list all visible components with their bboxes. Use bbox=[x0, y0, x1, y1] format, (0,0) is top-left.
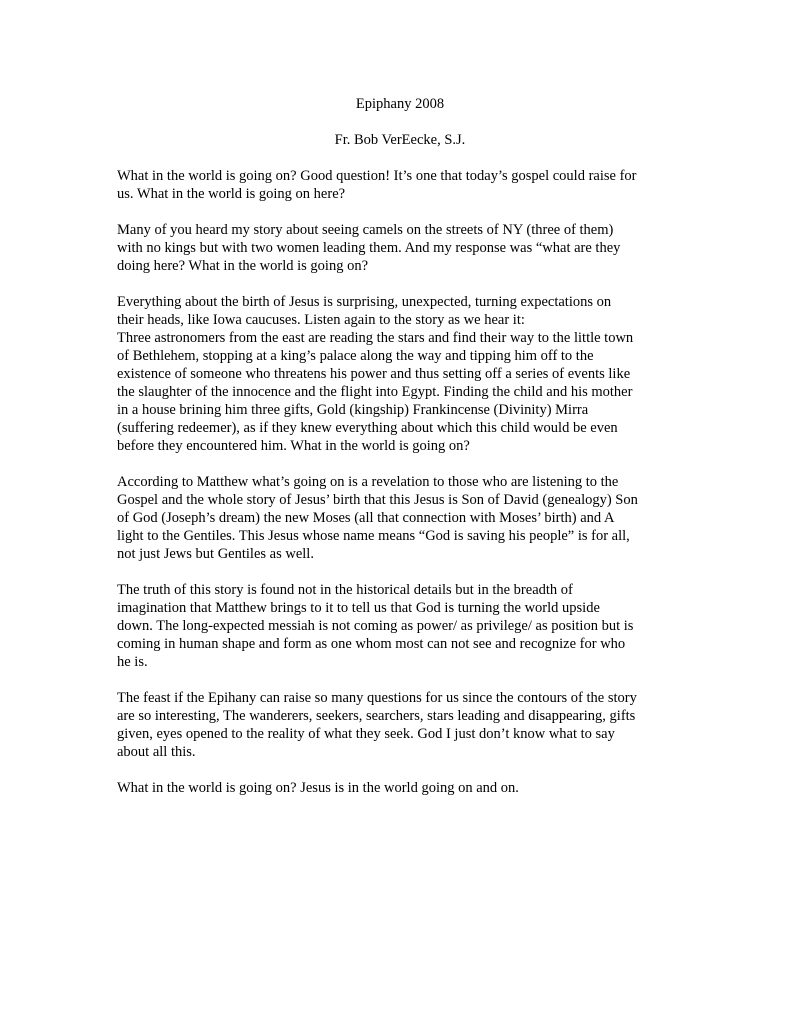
paragraph-1 bbox=[117, 167, 683, 203]
text-line: According to Matthew what’s going on is a revelation to those who are listening to the bbox=[117, 474, 619, 490]
document-page bbox=[117, 95, 683, 797]
text-line: coming in human shape and form as one whom most can not see and recognize for who bbox=[117, 636, 626, 652]
paragraph-2 bbox=[117, 221, 683, 275]
text-line: before they encountered him. What in the world is going on? bbox=[117, 438, 470, 454]
text-line: What in the world is going on? Jesus is in the world going on and on. bbox=[117, 780, 519, 796]
text-line: in a house brining him three gifts, Gold (kingship) Frankincense (Divinity) Mirra bbox=[117, 402, 589, 418]
text-line: (suffering redeemer), as if they knew everything about which this child would be even bbox=[117, 420, 618, 436]
text-line: The truth of this story is found not in the historical details but in the breadth of bbox=[117, 582, 573, 598]
text-line: existence of someone who threatens his power and thus setting off a series of events like bbox=[117, 366, 631, 382]
text-line: us. What in the world is going on here? bbox=[117, 186, 346, 202]
text-line: about all this. bbox=[117, 744, 196, 760]
paragraph-3 bbox=[117, 293, 683, 455]
document-title: Epiphany 2008 bbox=[355, 96, 445, 112]
text-line: he is. bbox=[117, 654, 148, 670]
text-line: not just Jews but Gentiles as well. bbox=[117, 546, 314, 562]
text-line: given, eyes opened to the reality of what they seek. God I just don’t know what to say bbox=[117, 726, 615, 742]
text-line: of Bethlehem, stopping at a king’s palace along the way and tipping him off to the bbox=[117, 348, 594, 364]
document-author: Fr. Bob VerEecke, S.J. bbox=[334, 132, 466, 148]
paragraph-7 bbox=[117, 779, 683, 797]
text-line: their heads, like Iowa caucuses. Listen again to the story as we hear it: bbox=[117, 312, 525, 328]
text-line: Many of you heard my story about seeing camels on the streets of NY (three of them) bbox=[117, 222, 614, 238]
text-line: doing here? What in the world is going on? bbox=[117, 258, 369, 274]
text-line: The feast if the Epihany can raise so many questions for us since the contours of the story bbox=[117, 690, 637, 706]
text-line: imagination that Matthew brings to it to tell us that God is turning the world upside bbox=[117, 600, 600, 616]
text-line: the slaughter of the innocence and the flight into Egypt. Finding the child and his mother bbox=[117, 384, 633, 400]
text-line: Everything about the birth of Jesus is surprising, unexpected, turning expectations on bbox=[117, 294, 612, 310]
text-line: What in the world is going on? Good question! It’s one that today’s gospel could raise for bbox=[117, 168, 637, 184]
text-line: with no kings but with two women leading them. And my response was “what are they bbox=[117, 240, 621, 256]
text-line: Three astronomers from the east are reading the stars and find their way to the little town bbox=[117, 330, 634, 346]
text-line: down. The long-expected messiah is not coming as power/ as privilege/ as position but is bbox=[117, 618, 634, 634]
text-line: of God (Joseph’s dream) the new Moses (all that connection with Moses’ birth) and A bbox=[117, 510, 615, 526]
text-line: Gospel and the whole story of Jesus’ birth that this Jesus is Son of David (genealogy) Son bbox=[117, 492, 638, 508]
text-line: are so interesting, The wanderers, seekers, searchers, stars leading and disappearing, gifts bbox=[117, 708, 636, 724]
paragraph-4 bbox=[117, 473, 683, 563]
paragraph-5 bbox=[117, 581, 683, 671]
text-line: light to the Gentiles. This Jesus whose name means “God is saving his people” is for all, bbox=[117, 528, 630, 544]
paragraph-6 bbox=[117, 689, 683, 761]
